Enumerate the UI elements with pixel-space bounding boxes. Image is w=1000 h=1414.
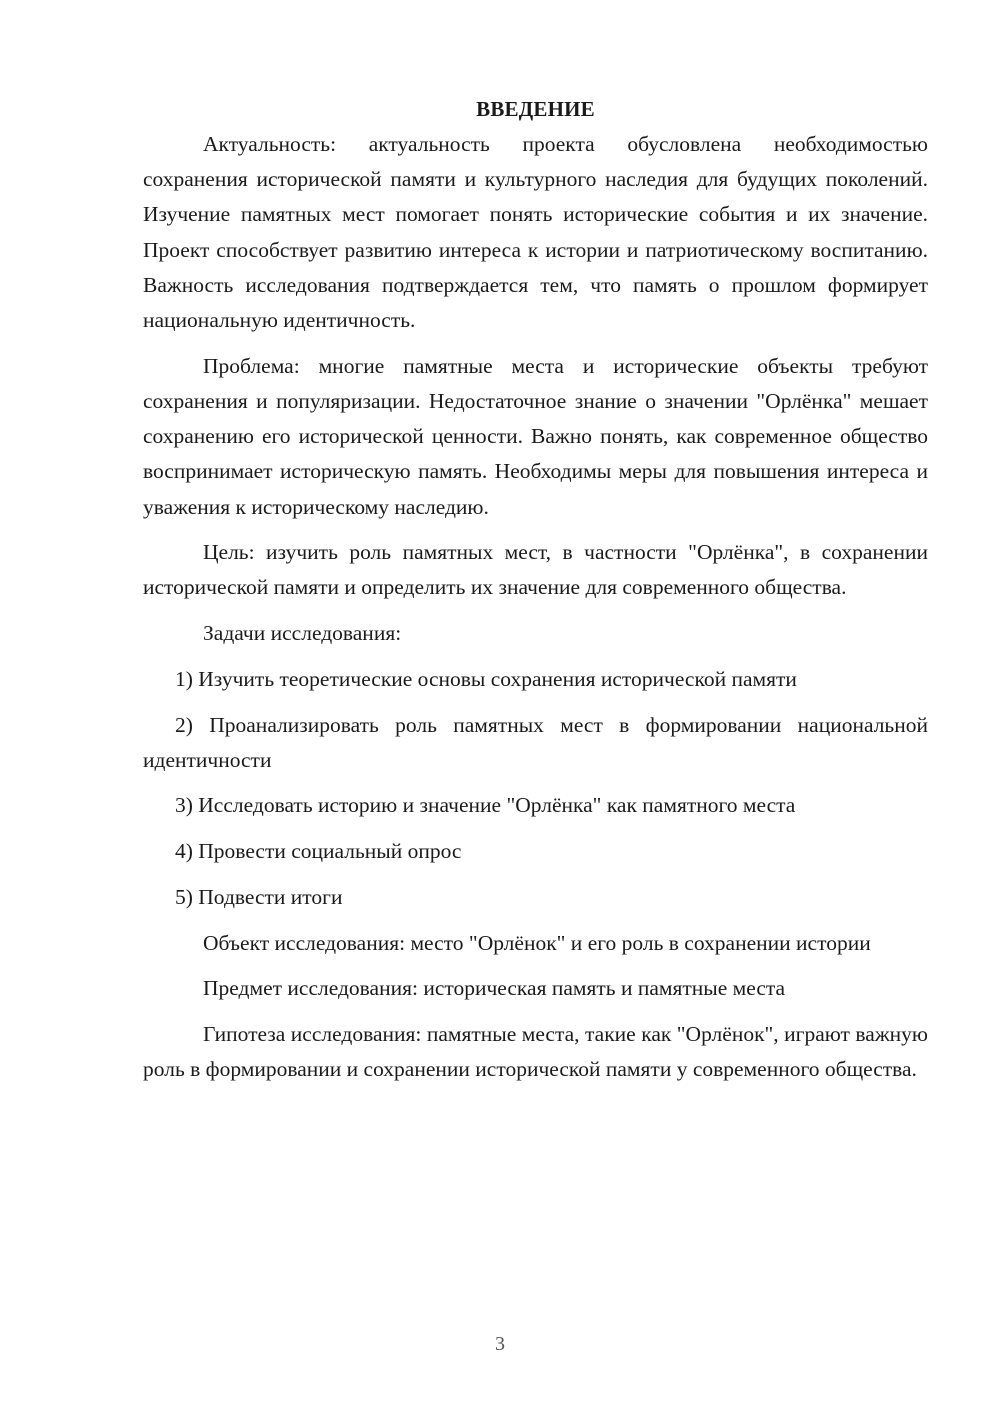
goal-paragraph: Цель: изучить роль памятных мест, в частности "Орлёнка", в сохранении исторической памяти и определить их значение для современного общества. — [143, 540, 928, 600]
document-page — [143, 92, 928, 1098]
problem-paragraph: Проблема: многие памятные места и исторические объекты требуют сохранения и популяризации. Недостаточное знание о значении "Орлёнка" мешает сохранению его исторической ценности. Важно понять, как современное общество воспринимает историческую память. Необходимы меры для повышения интереса и уважения к историческому наследию. — [143, 353, 928, 519]
hypothesis-paragraph: Гипотеза исследования: памятные места, такие как "Орлёнок", играют важную роль в формировании и сохранении исторической памяти у современного общества. — [143, 1021, 928, 1082]
page-number: 3 — [495, 1333, 505, 1355]
task-item: 1) Изучить теоретические основы сохранения исторической памяти — [175, 666, 797, 691]
page-title: ВВЕДЕНИЕ — [476, 97, 595, 121]
subject-paragraph: Предмет исследования: историческая память и памятные места — [203, 976, 786, 1001]
task-item: 4) Провести социальный опрос — [175, 839, 462, 864]
task-item: 2) Проанализировать роль памятных мест в формировании национальной идентичности — [143, 712, 928, 772]
task-item: 3) Исследовать историю и значение "Орлёнка" как памятного места — [175, 793, 796, 818]
relevance-paragraph: Актуальность: актуальность проекта обусловлена необходимостью сохранения исторической памяти и культурного наследия для будущих поколений. Изучение памятных мест помогает понять исторические события и их значение. Проект способствует развитию интереса к истории и патриотическому воспитанию. Важность исследования подтверждается тем, что память о прошлом формирует национальную идентичность. — [143, 132, 928, 333]
tasks-list — [143, 662, 928, 915]
tasks-title: Задачи исследования: — [203, 621, 402, 646]
task-item: 5) Подвести итоги — [175, 884, 343, 909]
object-paragraph: Объект исследования: место "Орлёнок" и его роль в сохранении истории — [203, 930, 871, 955]
